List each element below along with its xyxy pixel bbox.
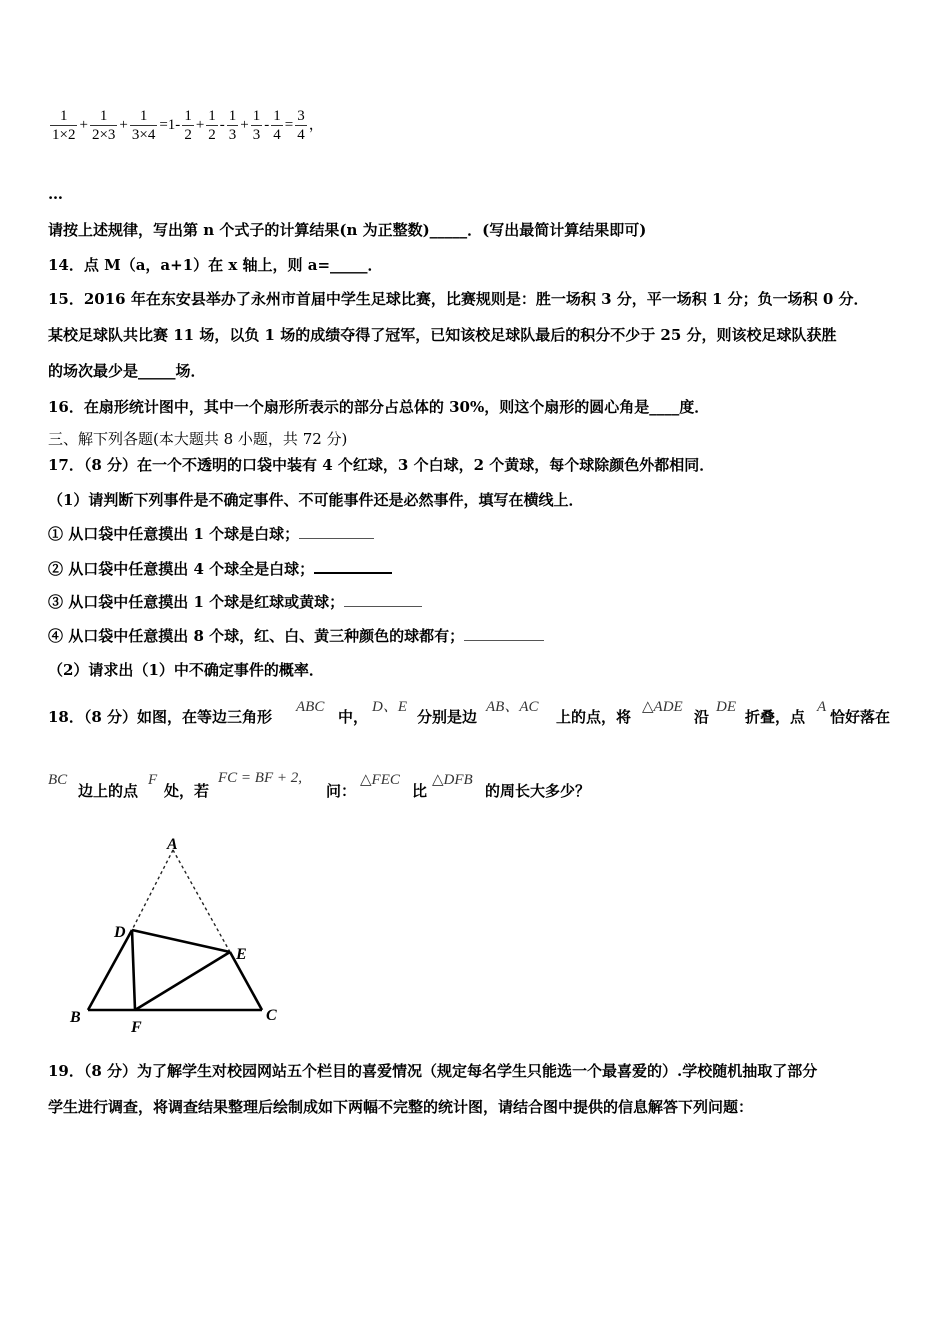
math-condition: FC = BF + 2,	[218, 770, 302, 786]
section-heading: 三、解下列各题(本大题共 8 小题，共 72 分)	[48, 430, 348, 448]
answer-blank[interactable]	[464, 626, 544, 641]
label-f: F	[131, 1019, 142, 1035]
side-bd	[88, 930, 132, 1010]
q18-text: 折叠，点	[745, 708, 806, 726]
q13-instruction: 请按上述规律，写出第 n 个式子的计算结果(n 为正整数)_____．(写出最简计算结果即可)	[48, 221, 647, 239]
denominator: 3	[228, 126, 237, 143]
plus-sign: +	[79, 117, 88, 133]
numerator: 3	[297, 107, 305, 124]
q18-text: 分别是边	[417, 708, 478, 726]
item-text: ④ 从口袋中任意摸出 8 个球，红、白、黄三种颜色的球都有；	[48, 627, 465, 645]
q18-text: 处，若	[164, 782, 210, 800]
q18-text: 中，	[338, 708, 369, 726]
math-abc: ABC	[296, 699, 325, 715]
math-triangle-dfb: △DFB	[432, 772, 473, 788]
label-c: C	[266, 1007, 277, 1024]
q18-text: 比	[412, 782, 428, 800]
question-17-item-2	[48, 558, 392, 579]
math-bc: BC	[48, 772, 68, 788]
item-text: ③ 从口袋中任意摸出 1 个球是红球或黄球；	[48, 593, 345, 611]
minus-sign: -	[264, 117, 270, 133]
question-15-line-2: 某校足球队共比赛 11 场，以负 1 场的成绩夺得了冠军，已知该校足球队最后的积分不少于 25 分，则该校足球队获胜	[48, 326, 837, 344]
fraction	[295, 107, 307, 144]
item-text: ② 从口袋中任意摸出 4 个球全是白球；	[48, 560, 315, 578]
denominator: 1×2	[52, 126, 76, 143]
question-17-item-1	[48, 524, 374, 544]
numerator: 1	[90, 107, 117, 126]
fraction	[90, 107, 117, 144]
fraction	[50, 107, 77, 144]
answer-blank[interactable]	[314, 558, 392, 574]
label-e: E	[236, 946, 247, 963]
numerator: 1	[208, 107, 216, 124]
comma: ，	[308, 117, 324, 133]
label-b: B	[70, 1009, 81, 1026]
fraction	[271, 107, 283, 144]
label-d: D	[114, 924, 126, 941]
numerator: 1	[184, 107, 192, 124]
question-15-line-1: 15．2016 年在东安县举办了永州市首届中学生足球比赛，比赛规则是：胜一场积 3 分，平一场积 1 分；负一场积 0 分．	[48, 290, 869, 308]
question-17-item-3	[48, 592, 422, 612]
segment-df	[132, 930, 135, 1010]
question-15-line-3: 的场次最少是_____场．	[48, 362, 206, 380]
numerator: 1	[130, 107, 157, 126]
formula-line	[48, 100, 324, 148]
question-19-line-2: 学生进行调查，将调查结果整理后绘制成如下两幅不完整的统计图，请结合图中提供的信息解答下列问题：	[48, 1098, 754, 1116]
minus-sign: -	[219, 117, 225, 133]
denominator: 2×3	[91, 126, 116, 143]
item-text: ① 从口袋中任意摸出 1 个球是白球；	[48, 525, 300, 543]
triangle-figure	[60, 835, 300, 1035]
denominator: 2	[208, 126, 216, 143]
denominator: 4	[297, 126, 305, 143]
fraction	[182, 107, 194, 144]
segment-de	[132, 930, 230, 952]
answer-blank[interactable]	[344, 592, 422, 607]
question-14: 14．点 M（a，a+1）在 x 轴上，则 a=_____．	[48, 256, 383, 274]
question-17-item-4	[48, 626, 544, 646]
math-triangle-fec: △FEC	[360, 772, 400, 788]
denominator: 2	[184, 126, 192, 143]
fraction	[130, 107, 157, 144]
plus-sign: +	[240, 117, 249, 133]
numerator: 1	[228, 107, 237, 124]
fraction	[206, 107, 218, 144]
fraction	[227, 107, 239, 144]
numerator: 1	[252, 107, 261, 124]
q18-text: 恰好落在	[830, 708, 891, 726]
math-de: DE	[716, 699, 736, 715]
fold-dashed-ae	[173, 850, 230, 952]
question-17-stem: 17．（8 分）在一个不透明的口袋中装有 4 个红球，3 个白球，2 个黄球，每个球除颜色外都相同．	[48, 456, 715, 474]
question-17-part-2: （2）请求出（1）中不确定事件的概率．	[48, 661, 324, 679]
math-ab-ac: AB、AC	[486, 699, 539, 715]
q18-text: 18．（8 分）如图，在等边三角形	[48, 708, 273, 726]
q18-text: 上的点，将	[556, 708, 632, 726]
q18-text: 问：	[326, 782, 357, 800]
numerator: 1	[50, 107, 77, 126]
denominator: 3	[252, 126, 261, 143]
denominator: 3×4	[131, 126, 156, 143]
question-19-line-1: 19．（8 分）为了解学生对校园网站五个栏目的喜爱情况（规定每名学生只能选一个最喜爱的）.学校随机抽取了部分	[48, 1062, 818, 1080]
plus-sign: +	[195, 117, 205, 133]
math-triangle-ade: △ADE	[642, 699, 683, 715]
numerator: 1	[273, 107, 281, 124]
fold-dashed-ad	[132, 850, 173, 930]
math-d-e: D、E	[372, 699, 407, 715]
question-16: 16．在扇形统计图中，其中一个扇形所表示的部分占总体的 30%，则这个扇形的圆心角是____度．	[48, 398, 710, 416]
q18-text: 的周长大多少？	[485, 782, 591, 800]
denominator: 4	[273, 126, 281, 143]
equals-sign: =	[284, 117, 294, 133]
math-f: F	[148, 772, 158, 788]
question-17-part-1: （1）请判断下列事件是不确定事件、不可能事件还是必然事件，填写在横线上．	[48, 491, 584, 509]
plus-sign: +	[119, 117, 128, 133]
label-a: A	[167, 836, 178, 853]
q18-text: 沿	[694, 708, 710, 726]
segment-fe	[135, 952, 230, 1010]
ellipsis: …	[48, 185, 63, 203]
q18-text: 边上的点	[78, 782, 139, 800]
fraction	[251, 107, 263, 144]
answer-blank[interactable]	[299, 524, 374, 539]
math-a: A	[817, 699, 827, 715]
equals-one-minus: =1-	[159, 117, 181, 133]
